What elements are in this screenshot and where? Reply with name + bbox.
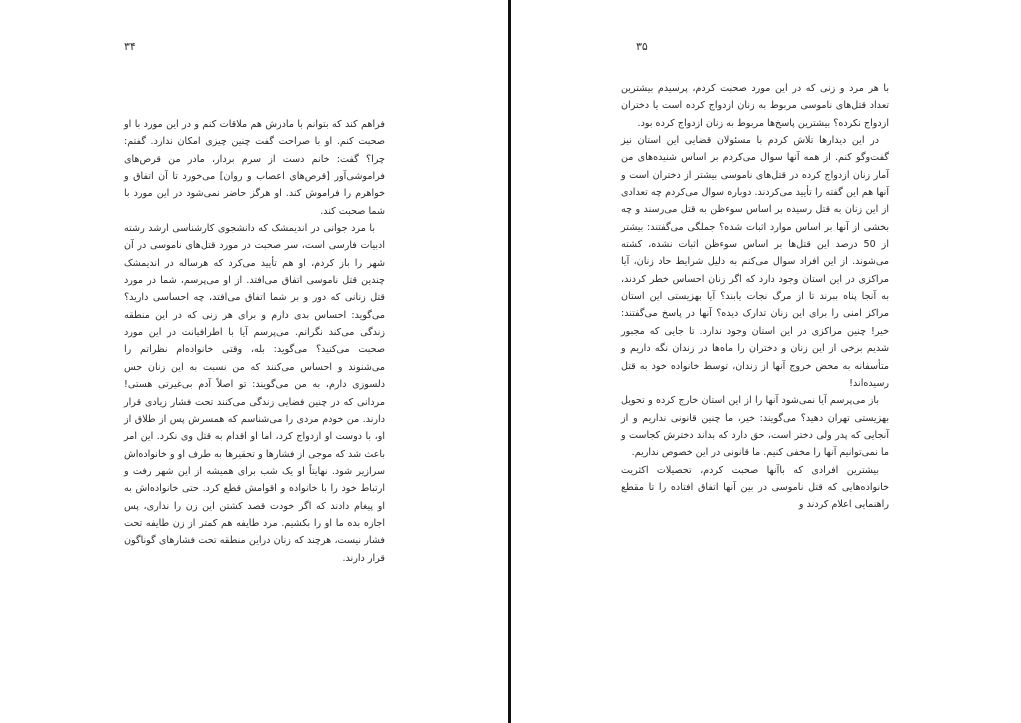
- paragraph: فراهم کند که بتوانم با مادرش هم ملاقات کنم و در این مورد با او صحبت کنم. او با صراحت گفت چنین چیزی امکان ندارد. گفتم: چرا؟ گفت: خانم دست از سرم بردار، مادر من قرص‌های فراموشی‌آور [قرص‌های اعصاب و روان] می‌خورد تا آن اتفاق و خواهرم را فراموش کند. او هرگز حاضر نمی‌شود در این مورد با شما صحبت کند.: [124, 119, 385, 217]
- body-text: [124, 116, 385, 567]
- paragraph: بیشترین افرادی که باآنها صحبت کردم، تحصیلات اکثریت خانواده‌هایی که قتل ناموسی در بین آنها اتفاق افتاده را تا مقطع راهنمایی اعلام کردند و: [621, 464, 889, 511]
- paragraph: با هر مرد و زنی که در این مورد صحبت کردم، پرسیدم بیشترین تعداد قتل‌های ناموسی مربوط به زنان ازدواج کرده است یا دختران ازدواج نکرده؟ بیشترین پاسخ‌ها مربوط به زنان ازدواج کرده بود.: [621, 83, 889, 129]
- right-page: [511, 0, 1021, 723]
- page-number: ۳۴: [124, 40, 136, 53]
- left-page: [0, 0, 508, 723]
- paragraph: باز می‌پرسم آیا نمی‌شود آنها را از این استان خارج کرده و تحویل بهزیستی تهران دهید؟ می‌گویند: خیر، ما چنین قانونی نداریم و از آنجایی که پدر ولی دختر است، حق دارد که بداند دخترش کجاست و ما نمی‌توانیم آنها را مخفی کنیم. ما قانونی در این خصوص نداریم.: [621, 395, 889, 459]
- paragraph: در این دیدارها تلاش کردم با مسئولان قضایی این استان نیز گفت‌وگو کنم. از همه آنها سوال می‌کردم بر اساس شنیده‌های من آمار زنان ازدواج کرده در قتل‌های ناموسی بیشتر از دختران است و آنها هم این گفته را تأیید می‌کردند. دوباره سوال می‌کردم چه تعدادی از این زنان به قتل رسیده بر اساس سوءظن به قتل می‌رسند و چه بخشی از آنها بر اساس موارد اثبات شده؟ جملگی می‌گفتند: بیشتر از 50 درصد این قتل‌ها بر اساس سوءظن اثبات نشده، کشته می‌شوند. از این افراد سوال می‌کنم به دلیل شرایط حاد زنان، آیا مراکزی در این استان وجود دارد که اگر زنان احساس خطر کردند، به آنجا پناه ببرند تا از مرگ نجات یابند؟ آیا بهزیستی این استان مراکز امنی را برای این زنان تدارک دیده؟ آنها در پاسخ می‌گفتند: خیر! چنین مراکزی در این استان وجود ندارد. تا جایی که مجبور شدیم برخی از این زنان و دختران را ماه‌ها در زندان نگه داریم و متأسفانه به محض خروج آنها از زندان، توسط خانواده خود به قتل رسیده‌اند!: [621, 135, 889, 389]
- paragraph: با مرد جوانی در اندیمشک که دانشجوی کارشناسی ارشد رشته ادبیات فارسی است، سر صحبت در مورد قتل‌های ناموسی در آن شهر را باز کردم، او هم تأیید می‌کرد که هرساله در اندیمشک چندین قتل ناموسی اتفاق می‌افتد. از او می‌پرسم، شما در مورد قتل زنانی که دور و بر شما اتفاق می‌افتد، چه احساسی دارید؟ می‌گوید: احساس بدی دارم و برای هر زنی که در این منطقه زندگی می‌کند نگرانم. می‌پرسم آیا با اطرافیانت در این مورد صحبت می‌کنید؟ می‌گوید: بله، وقتی خانواده‌ام نظراتم را می‌شنوند و احساس می‌کنند که من نسبت به این زنان حس دلسوزی دارم، به من می‌گویند: تو اصلاً آدم بی‌غیرتی هستی! مردانی که در چنین فضایی زندگی می‌کنند تحت فشار زیادی قرار دارند. من خودم مردی را می‌شناسم که همسرش پس از طلاق از او، با دوست او ازدواج کرد، اما او اقدام به قتل وی نکرد. این امر باعث شد که موجی از فشارها و تحقیرها به طرف او و خانواده‌اش سرازیر شود. نهایتاً او یک شب برای همیشه از این شهر رفت و ارتباط خود را با خانواده و اقوامش قطع کرد. حتی خانواده‌اش به او پیغام دادند که اگر خودت قصد کشتن این زن را نداری، پس اجازه بده ما او را بکشیم. مرد طایفه هم کمتر از زن طایفه تحت فشار نیست، هرچند که زنان دراین منطقه تحت فشارهای گوناگون قرار دارند.: [124, 223, 385, 564]
- page-number: ۳۵: [636, 40, 648, 53]
- body-text: [621, 80, 889, 514]
